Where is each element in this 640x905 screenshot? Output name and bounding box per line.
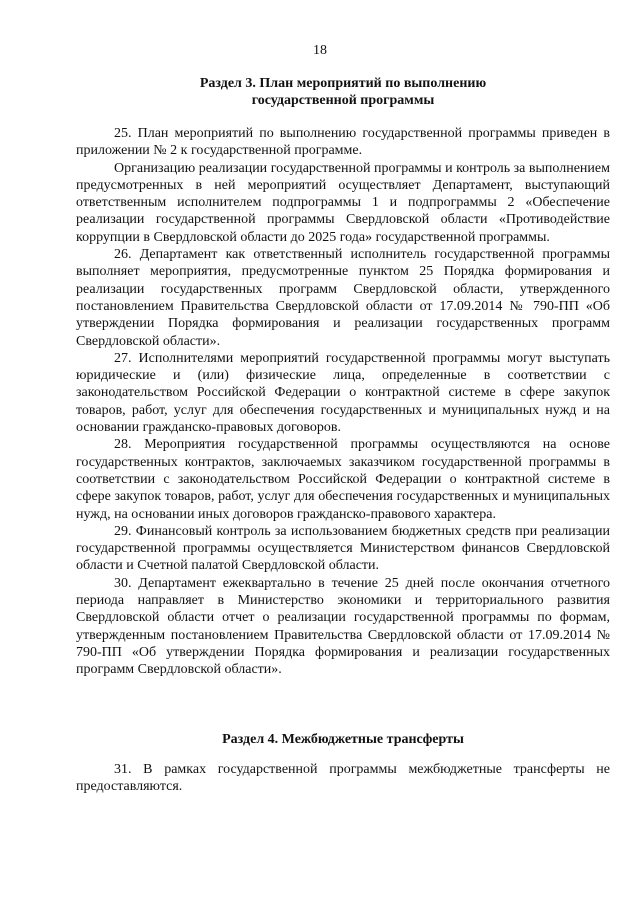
section-3-heading bbox=[76, 75, 610, 109]
page-number: 18 bbox=[313, 43, 327, 58]
paragraph-25: 25. План мероприятий по выполнению государственной программы приведен в приложении № 2 к государственной программе. bbox=[76, 126, 610, 159]
paragraph-29: 29. Финансовый контроль за использованием бюджетных средств при реализации государственной программы осуществляется Министерством финансов Свердловской области и Счетной палатой Свердловской области. bbox=[76, 523, 610, 574]
paragraph-30: 30. Департамент ежеквартально в течение 25 дней после окончания отчетного периода направляет в Министерство экономики и территориального развития Свердловской области отчет о реализации государственной программы по формам, утвержденным постановлением Правительства Свердловской области от 17.09.2014 № 790-ПП «Об утверждении Порядка формирования и реализации государственных программ Свердловской области». bbox=[76, 575, 610, 678]
section-3-heading-line-1: Раздел 3. План мероприятий по выполнению bbox=[199, 76, 487, 91]
paragraph-26: 26. Департамент как ответственный исполнитель государственной программы выполняет мероприятия, предусмотренные пунктом 25 Порядка формирования и реализации государственных программ Свердловской области, утвержденного постановлением Правительства Свердловской области от 17.09.2014 № 790-ПП «Об утверждении Порядка формирования и реализации государственных программ Свердловской области». bbox=[76, 247, 610, 349]
section-4-heading: Раздел 4. Межбюджетные трансферты bbox=[222, 732, 464, 747]
section-4-body bbox=[76, 761, 610, 796]
section-3-heading-line-2: государственной программы bbox=[251, 93, 435, 108]
paragraph-31: 31. В рамках государственной программы межбюджетные трансферты не предоставляются. bbox=[76, 762, 610, 795]
paragraph-28: 28. Мероприятия государственной программы осуществляются на основе государственных контрактов, заключаемых заказчиком государственной программы в соответствии с законодательством Российской Федерации о контрактной системе в сфере закупок товаров, работ, услуг для обеспечения государственных и муниципальных нужд, на основании иных договоров гражданско-правового характера. bbox=[76, 437, 610, 522]
section-3-body bbox=[76, 125, 610, 679]
paragraph-27: 27. Исполнителями мероприятий государственной программы могут выступать юридические и (или) физические лица, определенные в соответствии с законодательством Российской Федерации о контрактной системе в сфере закупок товаров, работ, услуг для обеспечения государственных и муниципальных нужд и на основании гражданско-правовых договоров. bbox=[76, 350, 610, 436]
paragraph-25-continued: Организацию реализации государственной программы и контроль за выполнением предусмотренных в ней мероприятий осуществляет Департамент, выступающий ответственным исполнителем подпрограммы 1 и подпрограммы 2 «Обеспечение реализации государственной программы Свердловской области «Противодействие коррупции в Свердловской области до 2025 года» государственной программы. bbox=[76, 160, 610, 245]
